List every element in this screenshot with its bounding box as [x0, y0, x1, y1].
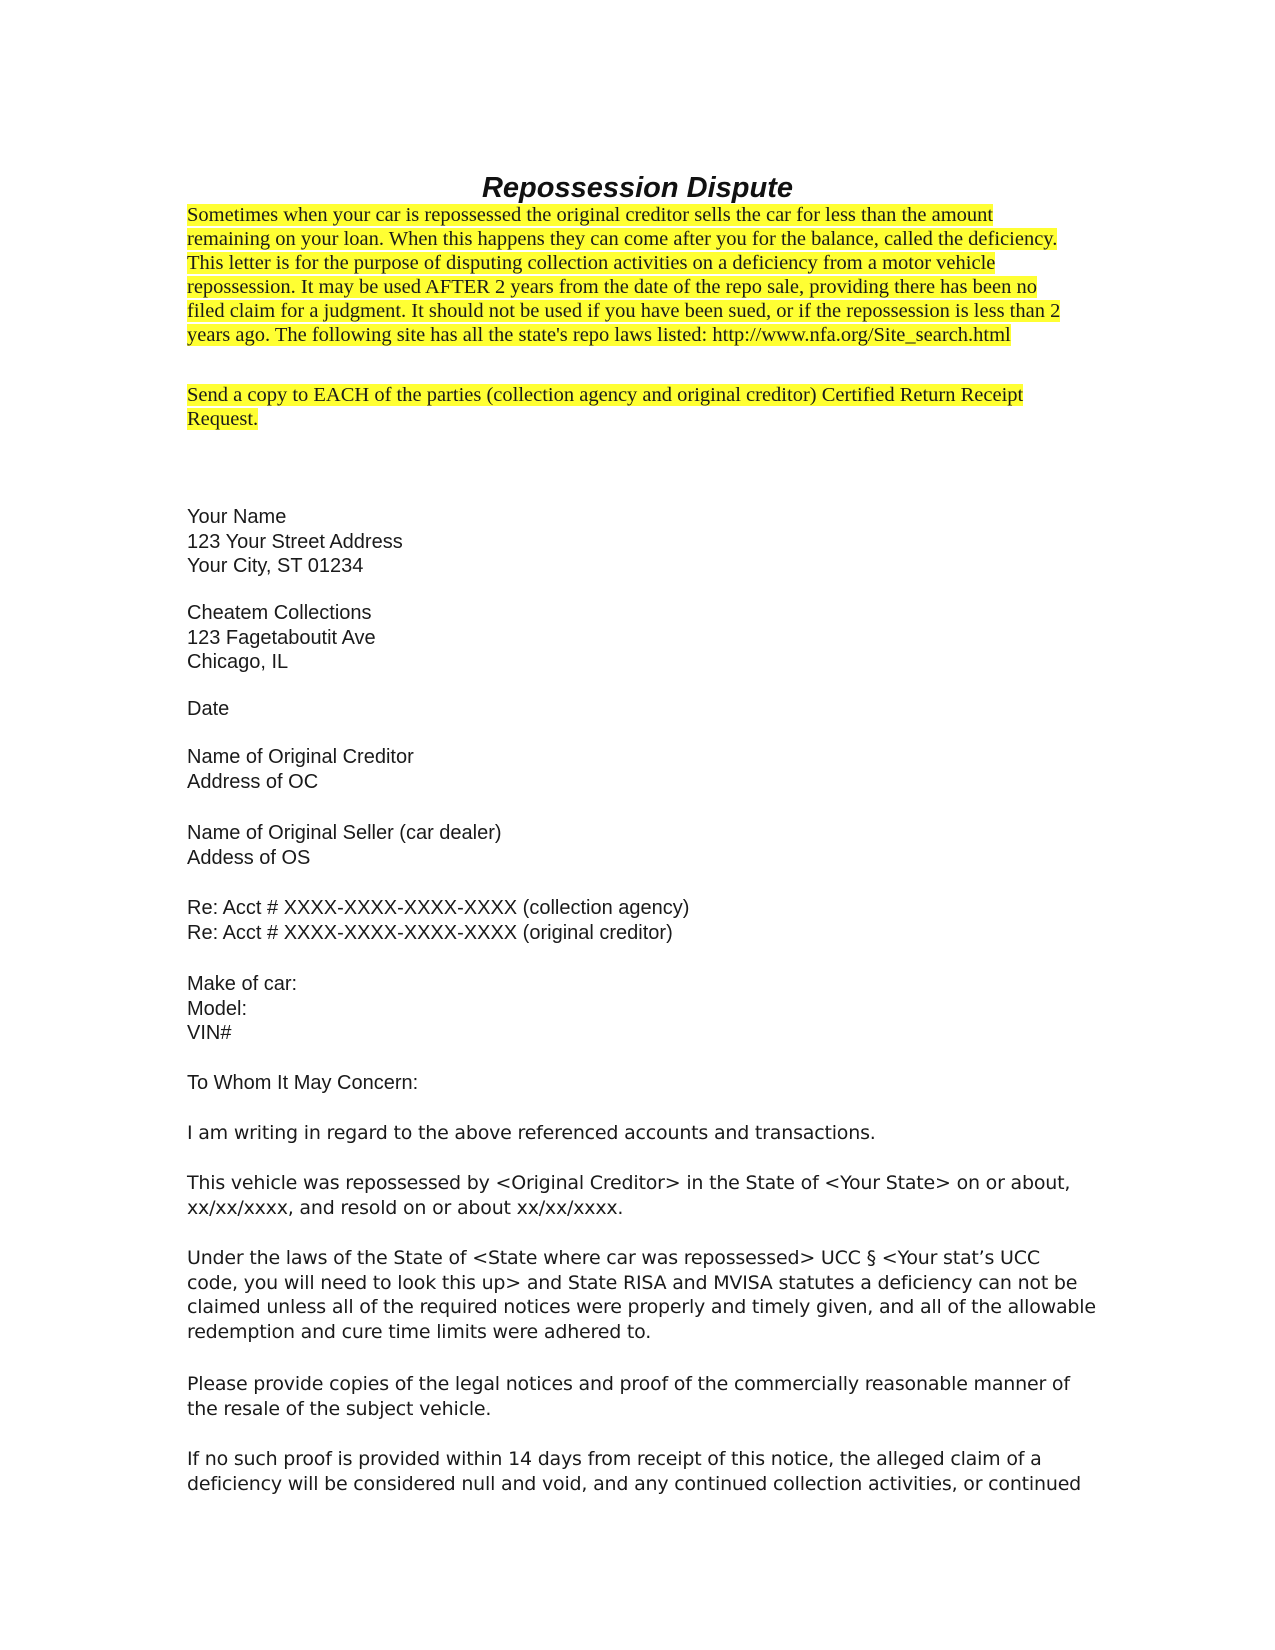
intro-line: filed claim for a judgment. It should not be used if you have been sued, or if the repossession is less than 2 [187, 300, 1061, 322]
vehicle-vin: VIN# [187, 1022, 232, 1044]
original-seller-name: Name of Original Seller (car dealer) [187, 822, 502, 844]
recipient-name: Cheatem Collections [187, 602, 372, 624]
sender-name: Your Name [187, 506, 287, 528]
paragraph-line: deficiency will be considered null and void, and any continued collection activities, or continued [187, 1472, 1082, 1495]
paragraph-3 [187, 1246, 1096, 1344]
re-line-creditor: Re: Acct # XXXX-XXXX-XXXX-XXXX (original creditor) [187, 921, 673, 944]
original-creditor-address: Address of OC [187, 770, 319, 793]
original-creditor-name: Name of Original Creditor [187, 746, 414, 768]
send-instructions-highlighted [187, 383, 1087, 431]
salutation-text: To Whom It May Concern: [187, 1072, 419, 1094]
vehicle-block [187, 972, 1087, 1046]
paragraph-line: Under the laws of the State of <State where car was repossessed> UCC § <Your stat’s UCC [187, 1247, 1040, 1269]
paragraph-line: I am writing in regard to the above referenced accounts and transactions. [187, 1122, 876, 1144]
paragraph-2 [187, 1171, 1087, 1220]
recipient-street: 123 Fagetaboutit Ave [187, 626, 376, 649]
paragraph-line: redemption and cure time limits were adhered to. [187, 1320, 652, 1343]
paragraph-1 [187, 1121, 1087, 1146]
recipient-city: Chicago, IL [187, 651, 289, 673]
paragraph-line: code, you will need to look this up> and State RISA and MVISA statutes a deficiency can not be [187, 1271, 1078, 1294]
recipient-address [187, 601, 1087, 675]
intro-line: Sometimes when your car is repossessed the original creditor sells the car for less than the amount [187, 204, 994, 226]
salutation [187, 1071, 1087, 1096]
original-seller-block [187, 821, 1087, 870]
paragraph-line: If no such proof is provided within 14 days from receipt of this notice, the alleged claim of a [187, 1448, 1042, 1470]
sender-street: 123 Your Street Address [187, 530, 403, 553]
intro-line: repossession. It may be used AFTER 2 years from the date of the repo sale, providing there has been no [187, 276, 1037, 298]
date-label: Date [187, 698, 230, 720]
paragraph-4 [187, 1372, 1087, 1421]
intro-line: years ago. The following site has all the state's repo laws listed: http://www.nfa.org/Site_search.html [187, 324, 1011, 346]
re-line-collection: Re: Acct # XXXX-XXXX-XXXX-XXXX (collection agency) [187, 897, 690, 919]
intro-line: remaining on your loan. When this happens they can come after you for the balance, called the deficiency. [187, 228, 1058, 250]
send-line: Request. [187, 408, 259, 430]
date-line [187, 697, 1087, 722]
paragraph-line: the resale of the subject vehicle. [187, 1397, 492, 1420]
reference-block [187, 896, 1087, 945]
sender-city: Your City, ST 01234 [187, 555, 364, 577]
document-title: Repossession Dispute [481, 172, 794, 204]
paragraph-line: xx/xx/xxxx, and resold on or about xx/xx/xxxx. [187, 1196, 624, 1219]
paragraph-line: This vehicle was repossessed by <Original Creditor> in the State of <Your State> on or about, [187, 1172, 1071, 1194]
paragraph-line: Please provide copies of the legal notices and proof of the commercially reasonable manner of [187, 1373, 1070, 1395]
paragraph-line: claimed unless all of the required notices were properly and timely given, and all of the allowable [187, 1296, 1096, 1318]
send-line: Send a copy to EACH of the parties (collection agency and original creditor) Certified Return Receipt [187, 384, 1024, 406]
paragraph-5 [187, 1447, 1087, 1496]
intro-highlighted-paragraph [187, 203, 1087, 347]
original-seller-address: Addess of OS [187, 846, 311, 869]
vehicle-make: Make of car: [187, 973, 298, 995]
vehicle-model: Model: [187, 997, 248, 1020]
original-creditor-block [187, 745, 1087, 794]
intro-line: This letter is for the purpose of disputing collection activities on a deficiency from a motor vehicle [187, 252, 996, 274]
sender-address [187, 505, 1087, 579]
